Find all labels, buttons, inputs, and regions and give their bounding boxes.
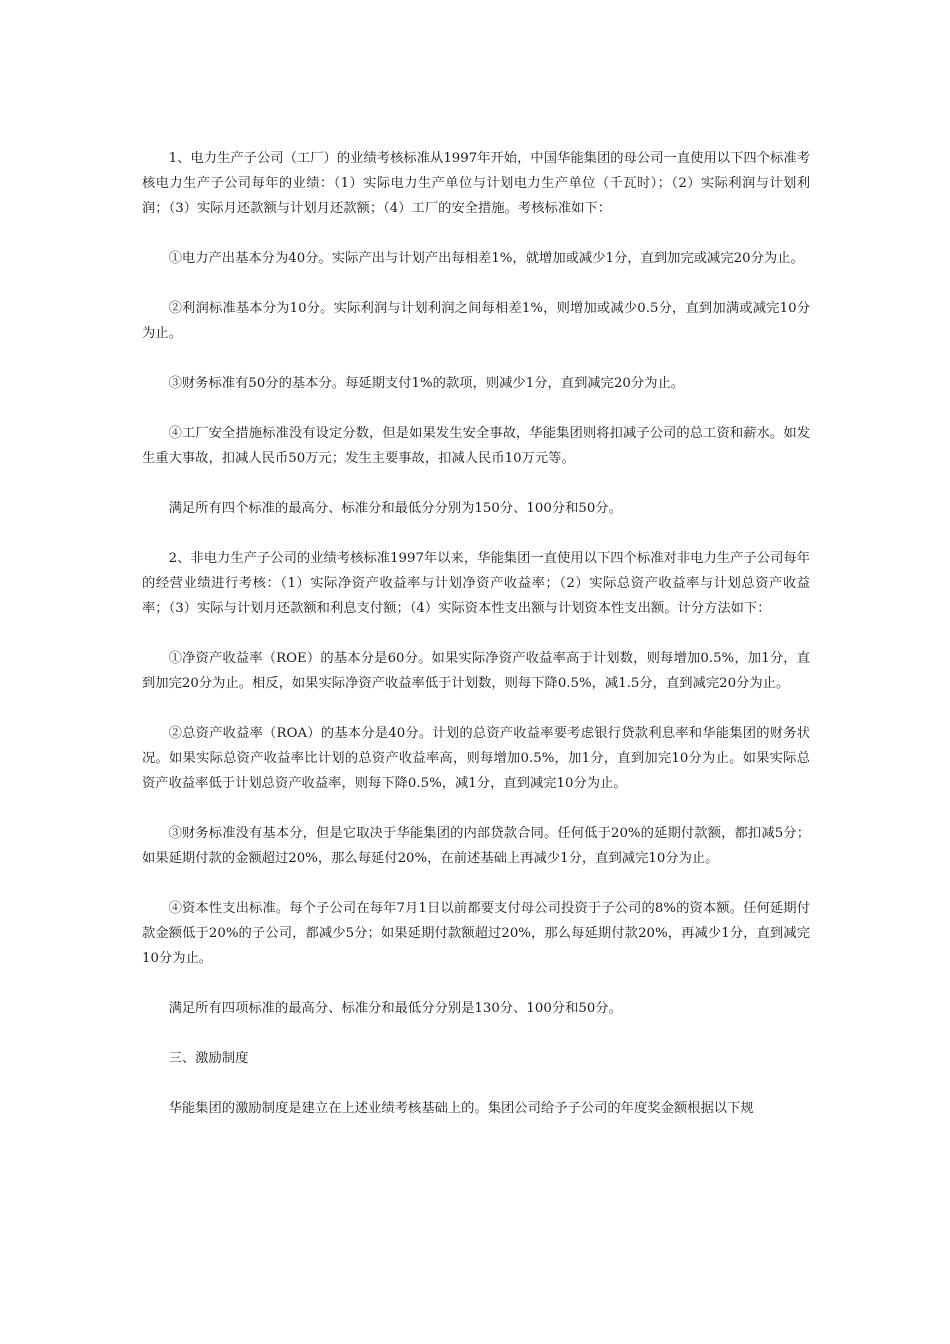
paragraph-capex-standard: ④资本性支出标准。每个子公司在每年7月1日以前都要支付母公司投资于子公司的8%的资本额。任何延期付款金额低于20%的子公司，都减少5分；如果延期付款额超过20%，那么每延期付款20%，再减少1分，直到减完10分为止。	[142, 901, 810, 966]
paragraph-non-power-finance-standard: ③财务标准没有基本分，但是它取决于华能集团的内部贷款合同。任何低于20%的延期付款额，都扣减5分；如果延期付款的金额超过20%，那么每延付20%，在前述基础上再减少1分，直到减完10分为止。	[142, 826, 810, 866]
paragraph-safety-standard: ④工厂安全措施标准没有设定分数，但是如果发生安全事故，华能集团则将扣减子公司的总工资和薪水。如发生重大事故，扣减人民币50万元；发生主要事故，扣减人民币10万元等。	[142, 426, 810, 466]
section-heading-incentive-system: 三、激励制度	[168, 1051, 249, 1066]
paragraph-finance-standard: ③财务标准有50分的基本分。每延期支付1%的款项，则减少1分，直到减完20分为止。	[168, 376, 685, 391]
document-body	[142, 146, 810, 1146]
paragraph-power-score-summary: 满足所有四个标准的最高分、标准分和最低分分别为150分、100分和50分。	[168, 501, 622, 516]
paragraph-power-output-standard: ①电力产出基本分为40分。实际产出与计划产出每相差1%，就增加或减少1分，直到加完或减完20分为止。	[168, 251, 804, 266]
paragraph-incentive-intro: 华能集团的激励制度是建立在上述业绩考核基础上的。集团公司给予子公司的年度奖金额根据以下规	[168, 1101, 754, 1116]
paragraph-roa-standard: ②总资产收益率（ROA）的基本分是40分。计划的总资产收益率要考虑银行贷款利息率和华能集团的财务状况。如果实际总资产收益率比计划的总资产收益率高，则每增加0.5%，加1分，直到加完10分为止。如果实际总资产收益率低于计划总资产收益率，则每下降0.5%，减1分，直到减完10分为止。	[142, 726, 810, 791]
paragraph-profit-standard: ②利润标准基本分为10分。实际利润与计划利润之间每相差1%，则增加或减少0.5分，直到加满或减完10分为止。	[142, 301, 810, 341]
paragraph-non-power-subsidiary-intro: 2、非电力生产子公司的业绩考核标准1997年以来，华能集团一直使用以下四个标准对非电力生产子公司每年的经营业绩进行考核：（1）实际净资产收益率与计划净资产收益率；（2）实际总资产收益率与计划总资产收益率；（3）实际与计划月还款额和利息支付额；（4）实际资本性支出额与计划资本性支出额。计分方法如下：	[142, 551, 810, 616]
paragraph-power-subsidiary-intro: 1、电力生产子公司（工厂）的业绩考核标准从1997年开始，中国华能集团的母公司一直使用以下四个标准考核电力生产子公司每年的业绩：（1）实际电力生产单位与计划电力生产单位（千瓦时）；（2）实际利润与计划利润；（3）实际月还款额与计划月还款额；（4）工厂的安全措施。考核标准如下：	[142, 151, 810, 216]
paragraph-non-power-score-summary: 满足所有四项标准的最高分、标准分和最低分分别是130分、100分和50分。	[168, 1001, 622, 1016]
paragraph-roe-standard: ①净资产收益率（ROE）的基本分是60分。如果实际净资产收益率高于计划数，则每增加0.5%，加1分，直到加完20分为止。相反，如果实际净资产收益率低于计划数，则每下降0.5%，减1.5分，直到减完20分为止。	[142, 651, 810, 691]
